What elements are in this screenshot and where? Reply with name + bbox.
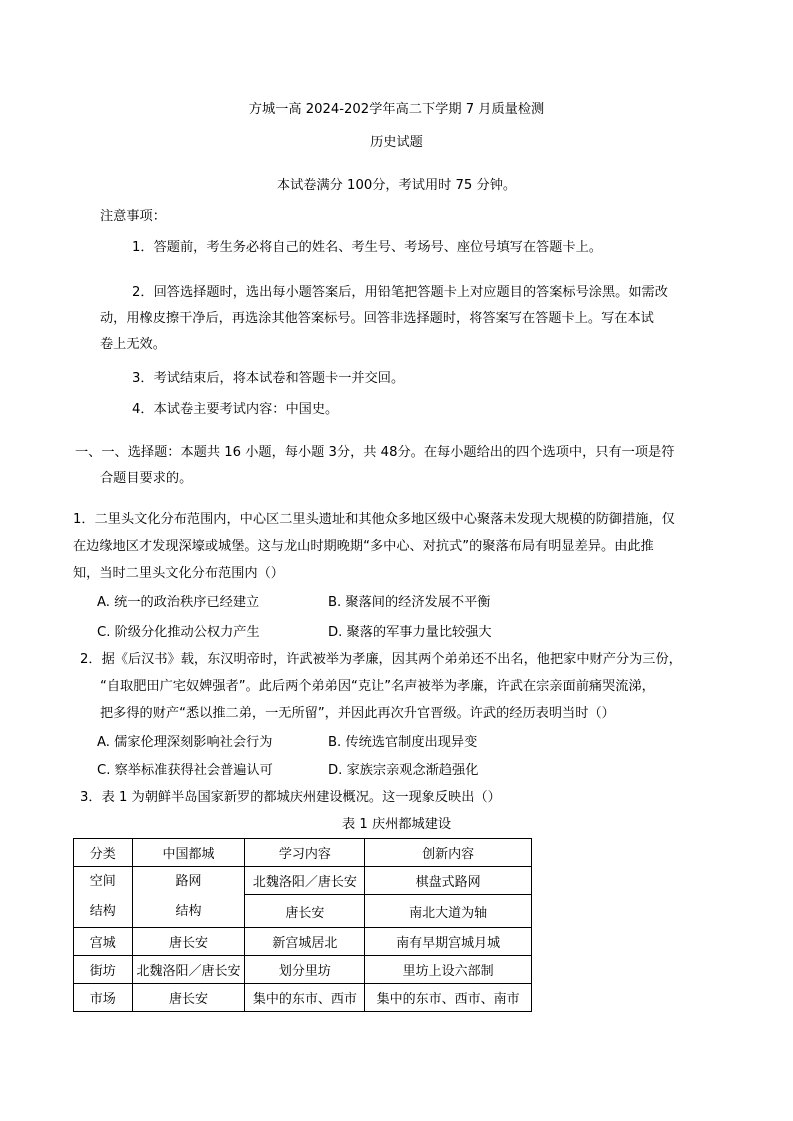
- notice-item-4: 4．本试卷主要考试内容：中国史。: [132, 402, 339, 417]
- question-2-line-2: “自取肥田广宅奴婢强者”。此后两个弟弟因“克让”名声被举为孝廉，许武在宗亲面前痛哭流涕，: [100, 679, 655, 694]
- question-1-line-3: 知，当时二里头文化分布范围内（）: [73, 566, 284, 581]
- table-header-cell: 创新内容: [365, 839, 532, 867]
- table-row: [74, 867, 532, 895]
- notice-item-2-line-3: 卷上无效。: [100, 337, 166, 352]
- question-2-line-3: 把多得的财产“悉以推二弟，一无所留”，并因此再次升官晋级。许武的经历表明当时（）: [100, 706, 615, 721]
- table-caption: 表 1 庆州都城建设: [342, 817, 452, 832]
- notice-item-3: 3．考试结束后，将本试卷和答题卡一并交回。: [132, 371, 405, 386]
- table-cell-learn: 集中的东市、西市: [245, 984, 365, 1012]
- space-city-line-1: 路网: [175, 874, 202, 889]
- table-cell-innov: 里坊上设六部制: [365, 956, 532, 984]
- table-row: [74, 956, 532, 984]
- table-cell-city: 北魏洛阳／唐长安: [132, 956, 245, 984]
- question-2-option-c: C. 察举标准获得社会普遍认可: [97, 763, 273, 778]
- table-cell-category: [74, 867, 133, 928]
- city-construction-table: [73, 838, 532, 1012]
- table-cell-city: 唐长安: [132, 984, 245, 1012]
- table-header-row: [74, 839, 532, 867]
- table-cell-city: [132, 867, 245, 928]
- table-cell-category: 宫城: [74, 928, 133, 956]
- table-cell-learn: 新宫城居北: [245, 928, 365, 956]
- subject-title: 历史试题: [370, 135, 423, 150]
- table-header-cell: 中国都城: [132, 839, 245, 867]
- notice-heading: 注意事项：: [100, 209, 166, 224]
- table-cell-city: 唐长安: [132, 928, 245, 956]
- question-1-option-d: D. 聚落的军事力量比较强大: [328, 625, 492, 640]
- question-1-option-a: A. 统一的政治秩序已经建立: [97, 595, 260, 610]
- question-1-line-1: 1．二里头文化分布范围内，中心区二里头遗址和其他众多地区级中心聚落未发现大规模的防御措施，仅: [73, 512, 675, 527]
- table-cell-category: 街坊: [74, 956, 133, 984]
- table-cell-innov: 南有早期宫城月城: [365, 928, 532, 956]
- table-cell-category: 市场: [74, 984, 133, 1012]
- table-cell-learn: 划分里坊: [245, 956, 365, 984]
- section-heading-line-1: 一、一、选择题：本题共 16 小题，每小题 3分，共 48分。在每小题给出的四个选项中，只有一项是符: [75, 445, 675, 460]
- section-heading-line-2: 合题目要求的。: [100, 471, 193, 486]
- space-city-line-2: 结构: [175, 904, 202, 919]
- notice-item-1: 1．答题前，考生务必将自己的姓名、考生号、考场号、座位号填写在答题卡上。: [132, 240, 602, 255]
- notice-item-2-line-2: 动，用橡皮擦干净后，再选涂其他答案标号。回答非选择题时，将答案写在答题卡上。写在本试: [100, 311, 654, 326]
- table-header-cell: 分类: [74, 839, 133, 867]
- question-3-line-1: 3．表 1 为朝鲜半岛国家新罗的都城庆州建设概况。这一现象反映出（）: [80, 790, 501, 805]
- question-1-option-c: C. 阶级分化推动公权力产生: [97, 625, 260, 640]
- table-cell-learn: 唐长安: [245, 895, 365, 928]
- exam-title: 方城一高 2024-202学年高二下学期 7 月质量检测: [248, 102, 545, 117]
- question-2-option-a: A. 儒家伦理深刻影响社会行为: [97, 735, 273, 750]
- question-1-line-2: 在边缘地区才发现深壕或城堡。这与龙山时期晚期“多中心、对抗式”的聚落布局有明显差异。由此推: [73, 539, 654, 554]
- space-label-line-2: 结构: [89, 904, 116, 919]
- table-cell-innov: 集中的东市、西市、南市: [365, 984, 532, 1012]
- table-cell-innov: 棋盘式路网: [365, 867, 532, 895]
- score-info: 本试卷满分 100分，考试用时 75 分钟。: [276, 178, 517, 193]
- table-cell-learn: 北魏洛阳／唐长安: [245, 867, 365, 895]
- question-2-option-b: B. 传统选官制度出现异变: [328, 735, 478, 750]
- table-row: [74, 928, 532, 956]
- question-1-option-b: B. 聚落间的经济发展不平衡: [328, 595, 491, 610]
- table-header-cell: 学习内容: [245, 839, 365, 867]
- table-cell-innov: 南北大道为轴: [365, 895, 532, 928]
- table-row: [74, 984, 532, 1012]
- question-2-line-1: 2．据《后汉书》载，东汉明帝时，许武被举为孝廉，因其两个弟弟还不出名，他把家中财产分为三份，: [80, 652, 682, 667]
- space-label-line-1: 空间: [89, 874, 116, 889]
- notice-item-2-line-1: 2．回答选择题时，选出每小题答案后，用铅笔把答题卡上对应题目的答案标号涂黑。如需改: [132, 285, 668, 300]
- question-2-option-d: D. 家族宗亲观念渐趋强化: [328, 763, 479, 778]
